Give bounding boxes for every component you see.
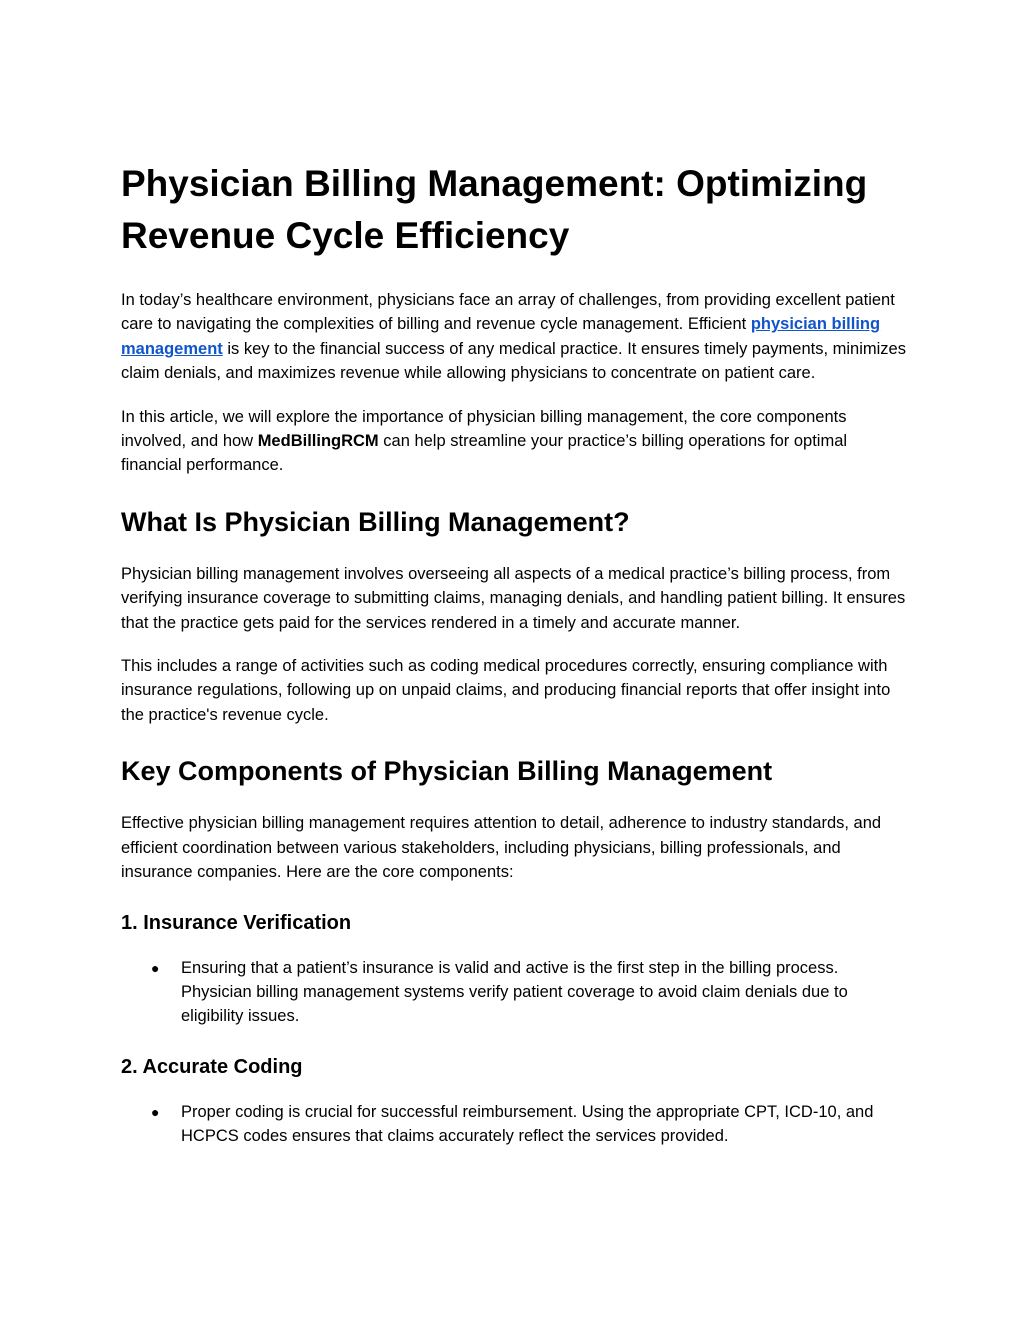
subheading-accurate-coding: 2. Accurate Coding: [121, 1055, 303, 1078]
intro-text-after-brand: can help streamline your practice’s billing operations for optimal financial performance.: [121, 432, 848, 475]
page-title: Physician Billing Management: Optimizing Revenue Cycle Efficiency: [121, 163, 868, 256]
intro-text-before-link: In today’s healthcare environment, physicians face an array of challenges, from providing excellent patient care to navigating the complexities of billing and revenue cycle management. Efficient: [121, 291, 895, 334]
subheading-insurance-verification: 1. Insurance Verification: [121, 911, 352, 934]
bullet-icon: ●: [151, 959, 160, 976]
section-heading-what-is: What Is Physician Billing Management?: [121, 506, 630, 537]
list-item-text: Proper coding is crucial for successful reimbursement. Using the appropriate CPT, ICD-10, and HCPCS codes ensures that claims accurately reflect the services provided.: [181, 1102, 874, 1146]
list-item: [121, 956, 911, 1029]
intro-paragraph-2: [121, 405, 911, 478]
section1-paragraph-1: Physician billing management involves overseeing all aspects of a medical practice’s billing process, from verifying insurance coverage to submitting claims, managing denials, and handling patient billing. It ensures that the practice gets paid for the services rendered in a timely and accurate manner.: [121, 564, 906, 632]
document-page: [121, 158, 911, 1169]
brand-name: MedBillingRCM: [257, 432, 379, 451]
intro-text-after-link: is key to the financial success of any medical practice. It ensures timely payments, minimizes claim denials, and maximizes revenue while allowing physicians to concentrate on patient care.: [121, 339, 906, 383]
section2-paragraph-1: Effective physician billing management requires attention to detail, adherence to industry standards, and efficient coordination between various stakeholders, including physicians, billing professionals, and insurance companies. Here are the core components:: [121, 814, 882, 882]
insurance-verification-list: [121, 956, 911, 1029]
list-item: [121, 1100, 911, 1149]
accurate-coding-list: [121, 1100, 911, 1149]
intro-text-before-brand: In this article, we will explore the importance of physician billing management, the core components involved, and how: [121, 407, 847, 451]
intro-paragraph-1: [121, 288, 911, 386]
section-heading-key-components: Key Components of Physician Billing Management: [121, 756, 773, 787]
bullet-icon: ●: [151, 1103, 160, 1120]
list-item-text: Ensuring that a patient’s insurance is valid and active is the first step in the billing process. Physician billing management systems verify patient coverage to avoid claim denials due to eligibility issues.: [181, 958, 848, 1026]
physician-billing-management-link[interactable]: physician billing management: [121, 315, 881, 358]
section1-paragraph-2: This includes a range of activities such as coding medical procedures correctly, ensuring compliance with insurance regulations, following up on unpaid claims, and producing financial reports that offer insight into the practice's revenue cycle.: [121, 657, 891, 724]
